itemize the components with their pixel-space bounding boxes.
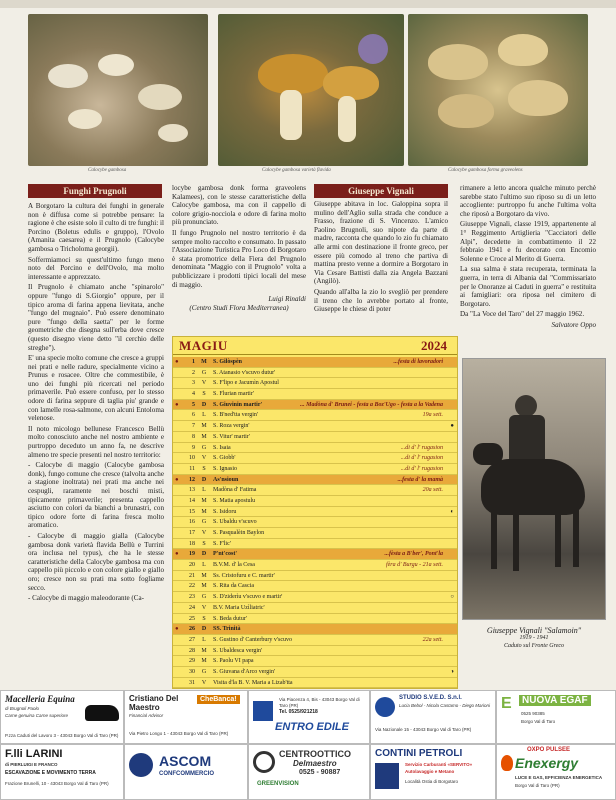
calendar-day-number: 1 — [192, 359, 195, 365]
calendar-row — [173, 378, 457, 389]
calendar-row — [173, 464, 457, 475]
ad-title: Macelleria Equina — [5, 694, 75, 704]
paragraph: Giuseppe abitava in loc. Galoppina sopra il mulino dell'Aglio sulla strada che conduce a Frasso, frazione di S. Vincenzo. L'amico Paolino Brugnoli, suo nipote da parte di madre, racconta che quando lo zio fu chiamato alle armi con destinazione il fronte greco, per essere più comodo al treno che partiva di mattina presto venne a dormire a Borgotaro in Via Cesare Battisti dalla zia Angela Bazzani (Angilò). — [314, 200, 448, 286]
calendar-weekday: V — [201, 604, 207, 611]
calendar-weekday: M — [201, 647, 207, 654]
flame-icon — [501, 755, 513, 771]
calendar-may-2024 — [172, 336, 458, 689]
ad-subtitle: di Brugnoli Paolo — [5, 706, 40, 711]
ad-nuova-egaf — [496, 690, 616, 744]
paragraph: Il noto micologo bellunese Francesco Bellù molto conosciuto anche nel nostro ambiente e purtroppo deceduto un anno fa, ne descrive almeno tre specie presenti nel nostro territorio: — [28, 424, 164, 459]
calendar-row — [173, 400, 457, 411]
calendar-saint: S. Giobb' — [213, 455, 236, 462]
calendar-day-number: 9 — [192, 444, 195, 451]
ad-subtitle: Servizio Carburanti «SERVITO» — [405, 762, 473, 767]
ad-title: STUDIO S.V.E.D. S.n.l. — [399, 695, 462, 701]
calendar-weekday: V — [201, 679, 207, 686]
calendar-day-number: 28 — [189, 647, 195, 654]
soldier-fate: Caduto sul Fronte Greco — [503, 643, 565, 649]
author-affiliation: (Centro Studi Flora Mediterranea) — [189, 303, 289, 312]
ad-title: ASCOM — [159, 753, 212, 769]
calendar-bullet: ● — [175, 626, 179, 633]
ad-line: ESCAVAZIONE E MOVIMENTO TERRA — [5, 770, 96, 776]
paragraph: Da "La Voce del Taro" del 27 maggio 1962. — [460, 310, 585, 319]
ad-title: Enexergy — [515, 755, 579, 771]
calendar-festivity: ... Madòna d' Brunei - festa a Boz'Ugo - festa a la Vadena — [300, 401, 443, 408]
calendar-weekday: G — [201, 594, 207, 601]
calendar-row — [173, 432, 457, 443]
calendar-saint: S. Isidoru — [213, 508, 237, 515]
calendar-row — [173, 517, 457, 528]
photo-caption-3: Calocybe gambosa forma graveolens — [448, 168, 523, 173]
calendar-weekday: L — [202, 412, 206, 419]
calendar-saint: S. Flurian martir' — [213, 391, 254, 398]
calendar-saint: S. Atanasio v'scuvo dutur' — [213, 369, 276, 376]
calendar-weekday: M — [201, 572, 207, 579]
calendar-saint: S. Giuvinin martir' — [213, 401, 263, 408]
ad-address: Via Pietro Longo 1 - 43043 Borgo Val di Taro (PR) — [129, 731, 229, 736]
calendar-festivity: ...festa d' la mamà — [397, 476, 443, 483]
paragraph: A Borgotaro la cultura dei funghi in generale non è diffusa come si potrebbe pensare: la ragione è che esiste solo il culto di tre funghi: il Porcino (Boletus edulis e gruppo), l'Ovolo (Amanita caesarea) e il Prugnolo (Calocybe gambosa o Tricholoma georgii). — [28, 202, 164, 253]
calendar-day-number: 10 — [189, 455, 195, 462]
calendar-day-number: 30 — [189, 668, 195, 675]
photo-calocybe-gambosa — [28, 14, 208, 166]
ad-subtitle: Financial Advisor — [129, 713, 164, 718]
calendar-row — [173, 656, 457, 667]
calendar-day-number: 26 — [189, 626, 195, 633]
calendar-day-number: 17 — [189, 530, 195, 536]
ad-line: LUCE E GAS, EFFICIENZA ENERGETICA — [515, 775, 603, 780]
calendar-saint: B.V. Maria Uzìliatric' — [213, 604, 265, 611]
paragraph: Quando all'alba la zio lo svegliò per prendere il treno che lo avrebbe portato al fronte, Giuseppe le chiese di poter — [314, 287, 448, 314]
ad-enexergy — [496, 744, 616, 800]
ad-names: Lucia Bebol - Nicola Castamo - Diego Marioni — [399, 703, 491, 708]
calendar-row — [173, 357, 457, 368]
ad-address: Frazione Brunelli, 10 - 43043 Borgo Val di Taro (PR) — [5, 781, 109, 786]
calendar-festivity: ...festa di lavoradori — [393, 359, 443, 365]
calendar-row — [173, 635, 457, 646]
ad-subtitle: CONFCOMMERCIO — [159, 771, 214, 777]
calendar-saint: S. Roza vergin' — [213, 423, 250, 430]
calendar-row — [173, 528, 457, 539]
ad-address: Borgo Val di Taro (PR) — [515, 783, 560, 788]
calendar-row — [173, 603, 457, 614]
calendar-row — [173, 614, 457, 625]
photo-calocybe-flavida — [218, 14, 404, 166]
paragraph: Giuseppe Vignali, classe 1919, appartenente al 1° Reggimento Artiglieria "Cacciatori delle Alpi", decedette in combattimento il 22 febbraio 1941 e fu decorato con Encomio Solenne e Croce al Merito di Guerra. — [460, 220, 596, 263]
calendar-saint: S. F'lic' — [213, 540, 231, 547]
calendar-row — [173, 410, 457, 421]
calendar-row — [173, 507, 457, 518]
calendar-day-number: 14 — [189, 497, 195, 504]
calendar-bullet: ● — [175, 401, 179, 408]
calendar-saint: S. Matia apostulu — [213, 497, 256, 504]
calendar-row — [173, 496, 457, 507]
calendar-row — [173, 443, 457, 454]
calendar-day-number: 25 — [189, 615, 195, 622]
calendar-day-number: 5 — [192, 401, 195, 408]
calendar-festivity: ...di d' l' rugasion — [400, 465, 443, 472]
moon-phase-icon: ◐ — [450, 508, 454, 515]
moon-phase-icon: ◑ — [450, 668, 454, 675]
calendar-row — [173, 485, 457, 496]
soldier-nickname: "Salamoin" — [544, 626, 582, 635]
calendar-weekday: D — [201, 551, 207, 558]
article-funghi-continued — [172, 184, 306, 332]
calendar-saint: B.V.M. d' la Cesa — [213, 562, 255, 569]
calendar-row — [173, 453, 457, 464]
paragraph: Il fungo Prugnolo nel nostro territorio è da sempre molto raccolto e consumato. In passato l'Associazione Turistica Pro Loco di Borgotaro è stata promotrice della Fiera del Prugnolo denominata "Maggio con il Prugnolo" volta a pubblicizzare i prodotti tipici locali del mese di maggio. — [172, 228, 306, 289]
ad-title: CONTINI PETROLI — [375, 748, 463, 759]
article-funghi-prugnoli — [28, 202, 164, 670]
soldier-name: Giuseppe Vignali — [486, 626, 543, 635]
calendar-weekday: D — [201, 626, 207, 633]
calendar-weekday: M — [201, 583, 207, 590]
paragraph: rimanere a letto ancora qualche minuto perchè sarebbe stato l'ultimo suo riposo su di un letto accogliente: purtroppo fu anche l'ultima volta che riposò a Borgotaro da vivo. — [460, 184, 596, 218]
calendar-weekday: G — [201, 369, 207, 376]
ad-line: Autolavaggio e Metano — [405, 769, 455, 774]
paragraph: - Calocybe di maggio (Calocybe gambosa donk), fungo comune che cresce (talvolta anche a stagione inoltrata) nei prati ma anche nei cespugli, raramente nei boschi misti, tipicamente primaverile; presenta cappello asciutto con colori da bianchi a brunastri, con tipico odore forte di farina fresca molto aromatico. — [28, 461, 164, 530]
calendar-weekday: M — [201, 658, 207, 665]
ad-address: Località Ostia di Borgotaro — [405, 779, 459, 784]
ad-title: Cristiano Del Maestro — [129, 694, 179, 712]
calendar-weekday: G — [201, 519, 207, 526]
ad-address: P.zza Caduti del Lavoro 3 - 43043 Borgo Val di Taro (PR) — [5, 733, 119, 738]
ad-address: Via Nazionale 15 - 43043 Borgo Val di Taro (PR) — [375, 727, 472, 732]
calendar-month: MAGIU — [179, 338, 228, 353]
calendar-saint: S. Gustino d' Canterbury v'scuvo — [213, 636, 292, 643]
moon-phase-icon: ○ — [450, 594, 454, 601]
calendar-day-number: 20 — [189, 562, 195, 569]
article-vignali-continued — [460, 184, 596, 354]
ad-title: NUOVA EGAF — [519, 695, 591, 706]
calendar-row — [173, 560, 457, 571]
calendar-weekday: D — [201, 476, 207, 483]
heading-giuseppe-vignali: Giuseppe Vignali — [314, 184, 448, 198]
calendar-weekday: G — [201, 444, 207, 451]
ad-contini-petroli — [370, 744, 496, 800]
moon-phase-icon: ● — [450, 423, 454, 430]
photo-caption-2: Calocybe gambosa varietà flavida — [262, 168, 331, 173]
calendar-festivity: ...fèsta a B'ber', Pont'la — [384, 551, 443, 558]
soldier-years: 1919 - 1941 — [519, 635, 549, 641]
calendar-saint: Ss. Cristofuru e C. martir' — [213, 572, 275, 579]
ad-ascom — [124, 744, 248, 800]
calendar-bullet: ● — [175, 476, 179, 483]
calendar-bullet: ● — [175, 551, 179, 558]
calendar-festivity: 19a sett. — [422, 412, 443, 419]
calendar-day-number: 21 — [189, 572, 195, 579]
calendar-saint: S. Paolu VI papa — [213, 658, 254, 665]
logo-icon — [375, 697, 395, 717]
ad-larini — [0, 744, 124, 800]
calendar-day-number: 22 — [189, 583, 195, 590]
ad-title: F.lli LARINI — [5, 748, 63, 760]
photo-caption-1: Calocybe gambosa — [88, 168, 127, 173]
ad-phone: Tel. 0525/921218 — [279, 709, 318, 715]
calendar-saint: S. Beda dutur' — [213, 615, 247, 622]
calendar-day-number: 24 — [189, 604, 195, 611]
calendar-saint: S. Vitur' martir' — [213, 433, 250, 440]
calendar-day-number: 29 — [189, 658, 195, 665]
ad-logo: CheBanca! — [197, 695, 240, 704]
calendar-day-number: 3 — [192, 380, 195, 387]
horse-icon — [85, 705, 119, 721]
calendar-day-number: 15 — [189, 508, 195, 515]
calendar-weekday: M — [201, 433, 207, 440]
calendar-row — [173, 571, 457, 582]
ad-centro-edile — [248, 690, 370, 744]
author-signature: Salvatore Oppo — [551, 320, 596, 329]
calendar-saint: S. Ubaldesca vergin' — [213, 647, 263, 654]
calendar-saint: S. Rita da Cascia — [213, 583, 254, 590]
paragraph: Soffermiamoci su quest'ultimo fungo meno noto del Porcino e dell'Ovolo, ma molto interessante e apprezzato. — [28, 255, 164, 281]
calendar-day-number: 18 — [189, 540, 195, 547]
calendar-row — [173, 389, 457, 400]
calendar-row — [173, 592, 457, 603]
calendar-saint: P'nt'cost' — [213, 551, 237, 558]
calendar-festivity: ...di d' l' rugasion — [400, 455, 443, 462]
calendar-weekday: S — [202, 615, 206, 622]
calendar-weekday: M — [201, 423, 207, 430]
top-strip — [0, 0, 616, 8]
ad-macelleria-equina — [0, 690, 124, 744]
paragraph: - Calocybe di maggio maleodorante (Ca- — [28, 594, 145, 603]
calendar-saint: As'nsioun — [213, 476, 239, 483]
paragraph: La sua salma è stata recuperata, terminata la guerra, in terra di Albania dal "Commissariato per le Onoranze ai Caduti in guerra" e restituita ai famigliari: ora riposa nel cimitero di Borgotaro. — [460, 265, 596, 308]
calendar-day-number: 19 — [189, 551, 195, 558]
calendar-saint: Madòna d' Fatima — [213, 487, 257, 494]
calendar-day-number: 4 — [192, 391, 195, 398]
sponsor-ads — [0, 690, 616, 800]
article-giuseppe-vignali — [314, 200, 448, 334]
calendar-bullet: ● — [175, 359, 179, 365]
ad-address: Via Piacenza 4, Bis - 43043 Borgo Val di Taro (PR) — [279, 697, 360, 708]
calendar-saint: S. F'lipo e Jacumìn Apostul — [213, 380, 279, 387]
lens-icon — [253, 751, 275, 773]
fuel-icon — [375, 763, 399, 789]
paragraph: locybe gambosa donk forma graveolens Kalamees), con le stesse caratteristiche della Calocybe gambosa, ma con il cappello di colore grigio-nocciola e odore di farina molto più pronunciato. — [172, 184, 306, 227]
calendar-saint: S. Pasqualèin Baylon — [213, 530, 265, 536]
ad-title: ENTRO EDILE — [275, 721, 349, 733]
calendar-festivity: ...di d' l' rugasion — [400, 444, 443, 451]
calendar-weekday: D — [201, 401, 207, 408]
calendar-day-number: 6 — [192, 412, 195, 419]
calendar-weekday: M — [201, 497, 207, 504]
ad-line: Carne genuina Carne superiore — [5, 713, 69, 718]
calendar-weekday: S — [202, 540, 206, 547]
calendar-year: 2024 — [421, 338, 447, 353]
calendar-row — [173, 624, 457, 635]
logo-icon: E — [501, 695, 512, 712]
calendar-weekday: M — [201, 508, 207, 515]
calendar-row — [173, 421, 457, 432]
paragraph: Il Prugnolo è chiamato anche "spinarolo" oppure "fungo di S.Giorgio" oppure, per il tipico aroma di farina appena lievitata, anche "fungo del mugnaio". Può essere denominato pure "fungo della saetta" per le forme geometriche che disegna sull'erba dove cresce (questo disegno viene detto "il cerchio delle streghe"). — [28, 283, 164, 352]
calendar-saint: S. Ignasio — [213, 465, 237, 472]
ad-brand: GREENVISION — [257, 781, 299, 787]
ad-subtitle: Delmaestro — [293, 759, 337, 768]
calendar-saint: S. Giuvana d'Arco vergin' — [213, 668, 276, 675]
calendar-day-number: 31 — [189, 679, 195, 686]
logo-icon — [253, 701, 273, 721]
ad-phone: 0525 90385 — [521, 711, 545, 716]
calendar-saint: S. Isaia — [213, 444, 231, 451]
ad-address: Borgo Val di Taro — [521, 719, 556, 724]
calendar-day-number: 2 — [192, 369, 195, 376]
heading-funghi-prugnoli: Funghi Prugnoli — [28, 184, 162, 198]
calendar-weekday: S — [202, 391, 206, 398]
paragraph: - Calocybe di maggio gialla (Calocybe gambosa donk varietà flavida Bellù e Turrini ora inclusa nel typus), che ha le stesse caratteristiche della Calocybe gambosa ma con cappello più piccolo e con colore giallo e giallo oro; cresce non su prati ma sotto fogliame secco. — [28, 531, 164, 592]
paragraph: E' una specie molto comune che cresce a gruppi nei prati e nelle radure, specialmente vicino a Prunus e rosacee. Oltre che commestibile, è uno dei funghi più ricercati nel periodo primaverile. Può essere confuso, per lo stesso odore di farina seppure di taglia piu' grande e con lamelle rosa-salmone, con alcuni Entoloma velenose. — [28, 354, 165, 423]
calendar-row — [173, 549, 457, 560]
calendar-day-number: 13 — [189, 487, 195, 494]
calendar-rows — [173, 357, 457, 688]
ad-cristiano-del-maestro — [124, 690, 248, 744]
ad-subtitle: di PIERLUIGI E FRANCO — [5, 762, 58, 767]
calendar-saint: SS. Trinità — [213, 626, 241, 633]
calendar-weekday: L — [202, 487, 206, 494]
calendar-row — [173, 678, 457, 689]
calendar-day-number: 27 — [189, 636, 195, 643]
calendar-saint: S. Ubaldu v'scuvo — [213, 519, 257, 526]
calendar-weekday: M — [201, 359, 207, 365]
calendar-weekday: L — [202, 636, 206, 643]
calendar-weekday: V — [201, 455, 207, 462]
calendar-festivity: fèra d' Burgu - 21a sett. — [385, 562, 443, 569]
calendar-row — [173, 581, 457, 592]
calendar-row — [173, 539, 457, 550]
calendar-weekday: V — [201, 530, 207, 536]
calendar-day-number: 11 — [189, 465, 195, 472]
author-signature: Luigi Rinaldi — [268, 295, 306, 304]
calendar-weekday: V — [201, 380, 207, 387]
ad-title: CENTROOTTICO — [279, 749, 351, 759]
calendar-row — [173, 646, 457, 657]
calendar-weekday: L — [202, 562, 206, 569]
calendar-saint: S. D'ziderìu v'scuvo e martir' — [213, 594, 283, 601]
calendar-day-number: 7 — [192, 423, 195, 430]
calendar-saint: Visita d'la B. V. Maria a Lizab'tta — [213, 679, 293, 686]
ad-centro-ottico — [248, 744, 370, 800]
calendar-saint: S. B'ned'tta vergin' — [213, 412, 258, 419]
calendar-festivity: 22a sett. — [422, 636, 443, 643]
calendar-day-number: 23 — [189, 594, 195, 601]
photo-calocybe-graveolens — [408, 14, 588, 166]
calendar-row — [173, 475, 457, 486]
soldier-caption — [462, 626, 606, 649]
calendar-weekday: G — [201, 668, 207, 675]
calendar-weekday: S — [202, 465, 206, 472]
soldier-photo — [462, 358, 606, 620]
calendar-row — [173, 667, 457, 678]
eagle-icon — [129, 753, 153, 777]
calendar-day-number: 16 — [189, 519, 195, 526]
calendar-saint: S. Gilòspèn — [213, 359, 243, 365]
ad-phone: 0525 - 90887 — [299, 769, 341, 776]
calendar-day-number: 12 — [189, 476, 195, 483]
calendar-day-number: 8 — [192, 433, 195, 440]
calendar-header — [173, 337, 457, 355]
calendar-festivity: 20a sett. — [422, 487, 443, 494]
ad-top: OXPO PULSEE — [527, 747, 571, 753]
calendar-row — [173, 368, 457, 379]
ad-studio-sved — [370, 690, 496, 744]
